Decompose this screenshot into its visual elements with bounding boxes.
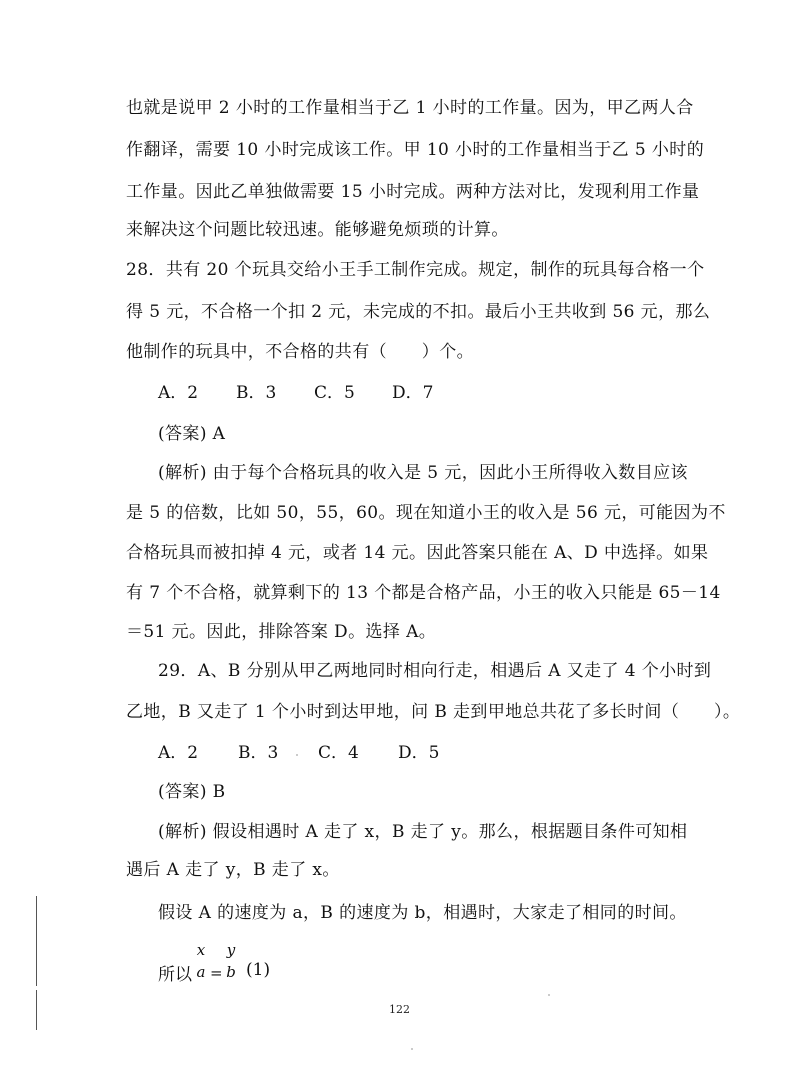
question-29-option-b: B．3 [238,743,279,763]
intro-line-2: 作翻译，需要 10 小时完成该工作。甲 10 小时的工作量相当于乙 5 小时的 [126,140,705,160]
fraction-x-over-a [194,942,208,980]
question-28-explanation-line-4: 有 7 个不合格，就算剩下的 13 个都是合格产品，小王的收入只能是 65－14 [126,583,721,603]
question-29-answer: (答案) B [158,782,226,802]
question-28-options [158,381,470,405]
question-29-option-a: A．2 [158,743,199,763]
formula-number: (1) [246,960,271,980]
question-29-explanation-line-3: 假设 A 的速度为 a，B 的速度为 b，相遇时，大家走了相同的时间。 [158,903,687,923]
fraction-y-over-b [224,942,238,980]
formula-equals-sign: = [210,964,223,982]
question-28-explanation-line-2: 是 5 的倍数，比如 50，55，60。现在知道小王的收入是 56 元，可能因为不 [126,503,726,523]
question-28-line-3: 他制作的玩具中，不合格的共有（ ）个。 [126,342,474,362]
question-29-line-2: 乙地，B 又走了 1 个小时到达甲地，问 B 走到甲地总共花了多长时间（ ）。 [126,702,741,722]
question-29-explanation-line-2: 遇后 A 走了 y，B 走了 x。 [126,860,340,880]
question-29-explanation-line-1: (解析) 假设相遇时 A 走了 x，B 走了 y。那么，根据题目条件可知相 [158,822,688,842]
scan-speck [411,1048,413,1050]
intro-line-4: 来解决这个问题比较迅速。能够避免烦琐的计算。 [126,220,509,240]
scan-margin-line-lower [36,990,37,1030]
question-28-option-a: A．2 [158,383,199,403]
fraction-2-numerator: y [226,941,236,959]
question-29-option-d: D．5 [398,743,440,763]
intro-line-1: 也就是说甲 2 小时的工作量相当于乙 1 小时的工作量。因为，甲乙两人合 [126,98,694,118]
scan-speck [296,754,298,756]
question-28-line-2: 得 5 元，不合格一个扣 2 元，未完成的不扣。最后小王共收到 56 元，那么 [126,302,711,322]
question-28-option-b: B．3 [236,383,277,403]
fraction-1-denominator: a [196,963,206,981]
question-28-explanation-line-5: ＝51 元。因此，排除答案 D。选择 A。 [126,622,437,642]
question-28-option-c: C．5 [314,383,355,403]
intro-line-3: 工作量。因此乙单独做需要 15 小时完成。两种方法对比，发现利用工作量 [126,182,700,202]
question-29-options [158,741,478,765]
question-29-line-1: 29．A、B 分别从甲乙两地同时相向行走，相遇后 A 又走了 4 个小时到 [158,661,712,681]
fraction-2-denominator: b [226,963,236,981]
formula-prefix: 所以 [158,965,192,985]
question-28-option-d: D．7 [392,383,434,403]
question-28-explanation-line-1: (解析) 由于每个合格玩具的收入是 5 元，因此小王所得收入数目应该 [158,463,688,483]
question-29-option-c: C．4 [318,743,359,763]
fraction-1-numerator: x [196,941,206,959]
scan-margin-line [36,896,37,986]
question-28-explanation-line-3: 合格玩具而被扣掉 4 元，或者 14 元。因此答案只能在 A、D 中选择。如果 [126,543,709,563]
question-28-answer: (答案) A [158,424,226,444]
scan-speck [548,994,550,996]
question-28-line-1: 28．共有 20 个玩具交给小王手工制作完成。规定，制作的玩具每合格一个 [126,260,705,280]
page-number: 122 [389,1003,410,1016]
